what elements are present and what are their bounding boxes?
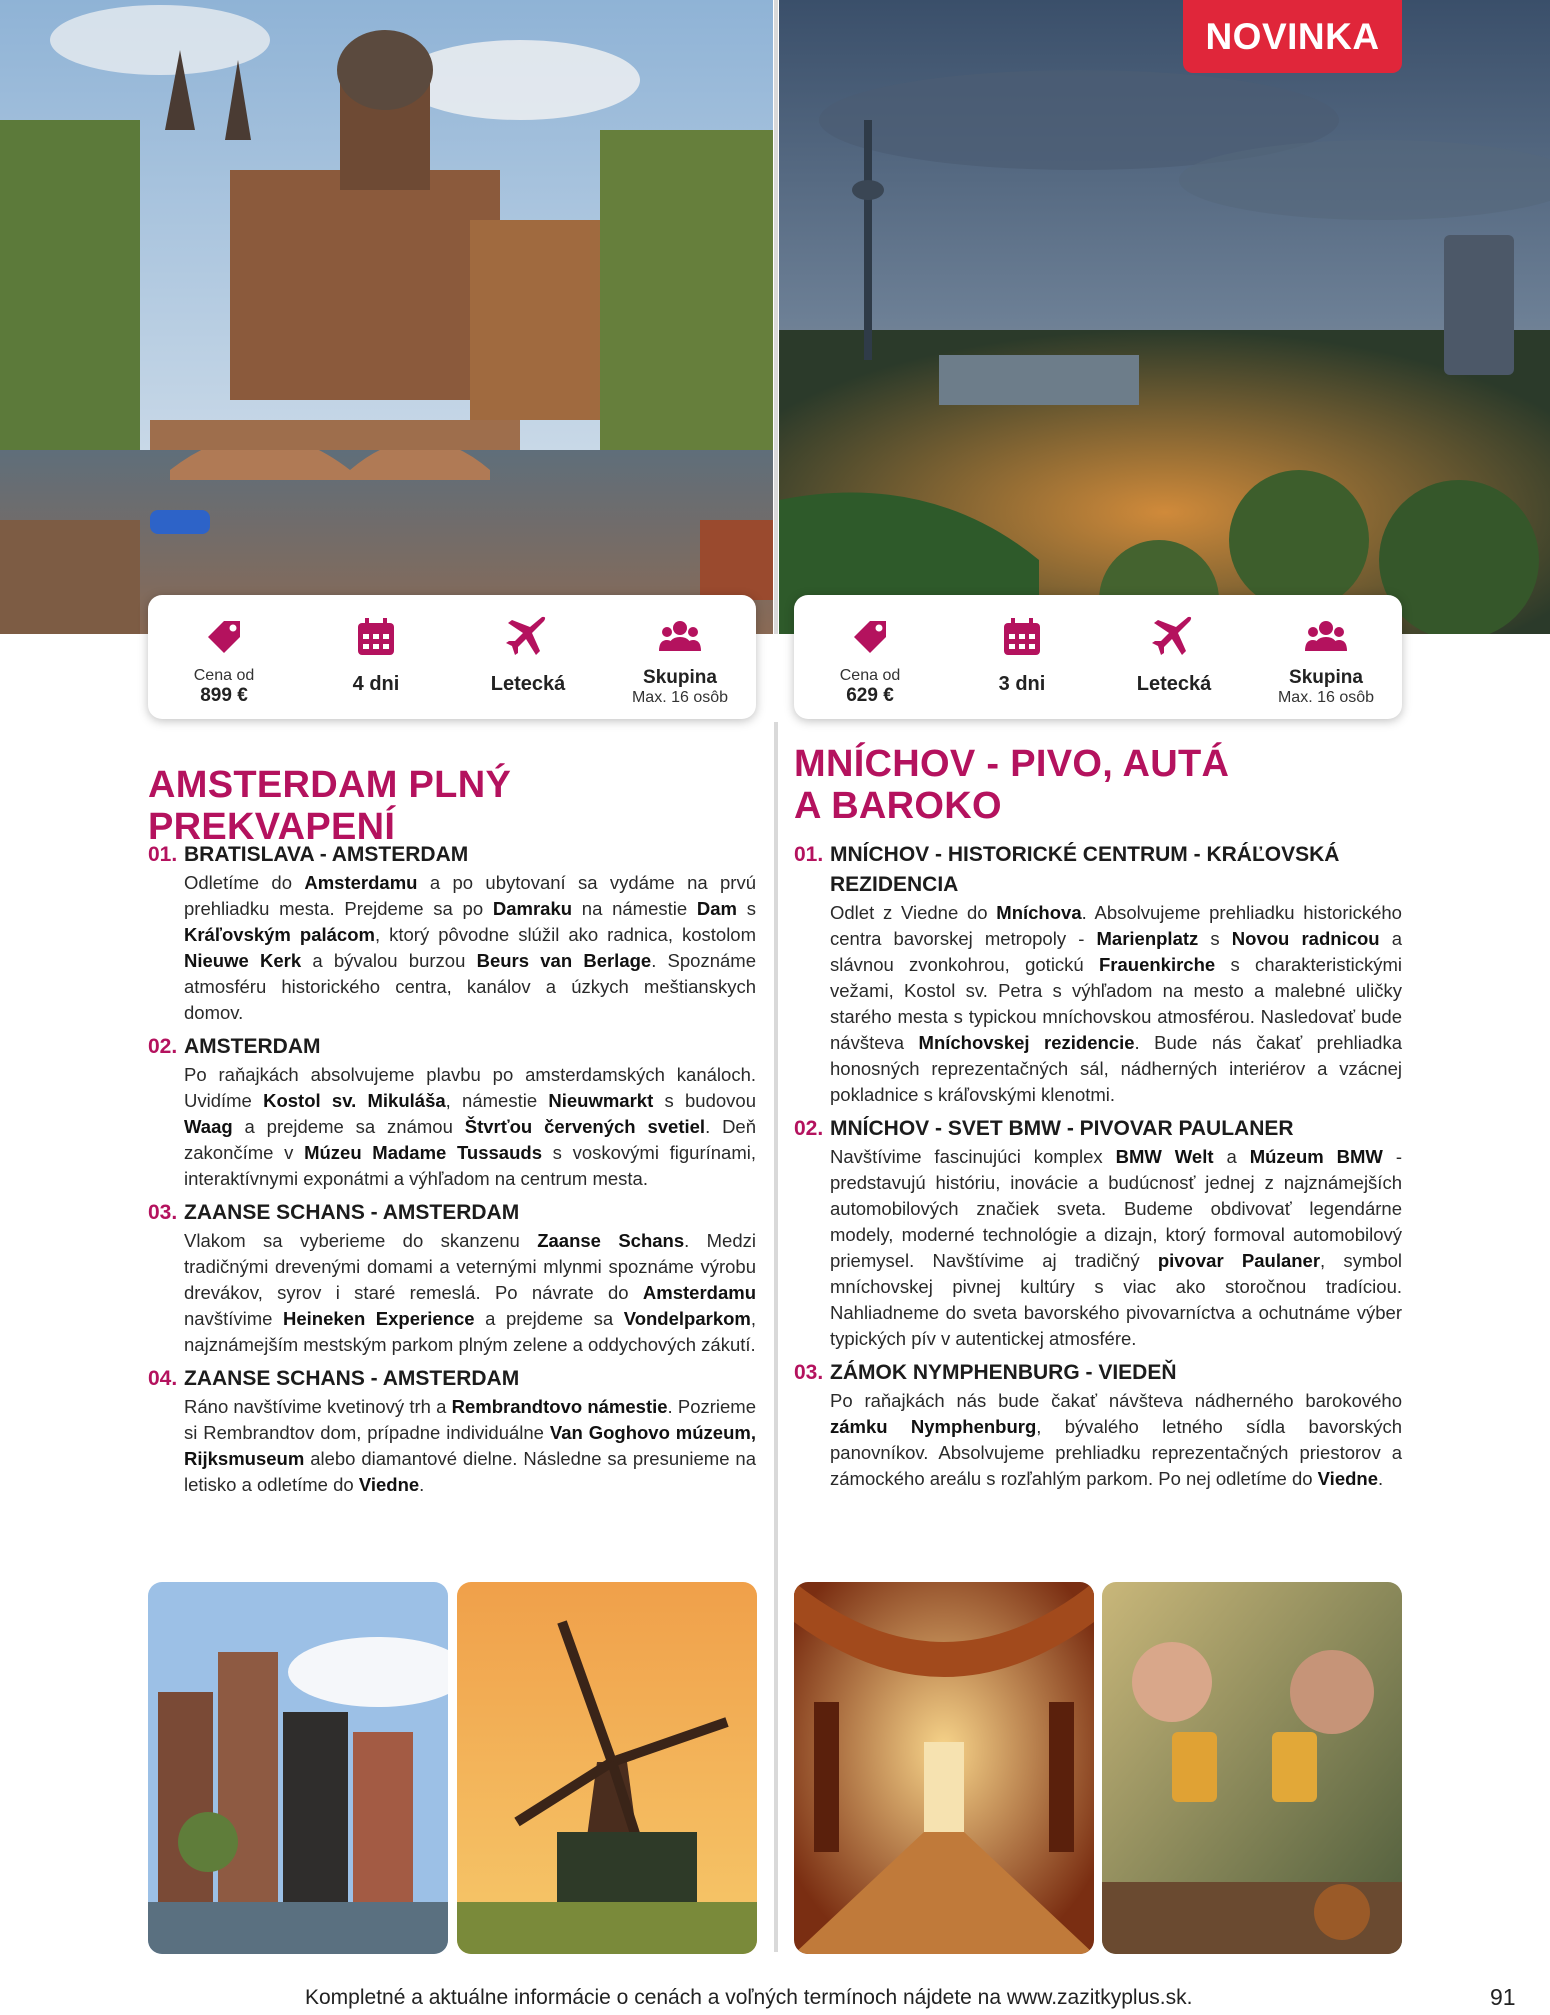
body-text: . Bude nás čakať prehliadka honosných reprezentačných sál, nádherných interiérov a vzácnej pokladnice s kráľovskými klenotmi.: [830, 1032, 1402, 1105]
group-icon: [1304, 615, 1348, 659]
footer-note: Kompletné a aktuálne informácie o cenách a voľných termínoch nájdete na www.zazitkyplus.sk.: [305, 1986, 1193, 2009]
highlight-text: pivovar Paulaner: [1157, 1250, 1321, 1271]
calendar-icon: [354, 615, 398, 659]
group-label: Skupina: [1289, 667, 1363, 688]
price-label: Cena od: [193, 667, 255, 684]
day-heading: [148, 1364, 756, 1394]
column-divider: [774, 722, 778, 1952]
calendar-icon: [1000, 615, 1044, 659]
highlight-text: Zaanse Schans: [537, 1230, 685, 1251]
day-number: 03.: [148, 1201, 178, 1224]
day-title: ZAANSE SCHANS - AMSTERDAM: [184, 1367, 520, 1390]
day-title: BRATISLAVA - AMSTERDAM: [184, 843, 469, 866]
body-text: Odlet z Viedne do: [830, 902, 997, 923]
body-text: - predstavujú históriu, inovácie a budúcnosť jednej z najznámejších automobilových značiek sveta. Budeme obdivovať legendárne modely, moderné technológie a dizajn, ktorý formoval automobilový priemysel. Navštívime aj tradičný: [830, 1146, 1402, 1271]
page-number: 91: [1490, 1984, 1516, 2010]
itinerary-day: [148, 1364, 756, 1498]
day-description: [184, 1062, 756, 1192]
day-title: MNÍCHOV - SVET BMW - PIVOVAR PAULANER: [830, 1117, 1294, 1140]
body-text: . Pozrieme si Rembrandtov dom, prípadne individuálne: [184, 1396, 756, 1443]
highlight-text: Dam: [696, 898, 738, 919]
price-value: 629 €: [846, 685, 894, 706]
day-title: ZAANSE SCHANS - AMSTERDAM: [184, 1201, 520, 1224]
transport-info: [1098, 595, 1250, 719]
amsterdam-houses-photo: [148, 1582, 448, 1954]
body-text: Po raňajkách nás bude čakať návšteva nádherného barokového: [830, 1390, 1402, 1411]
body-text: s: [1198, 928, 1232, 949]
body-text: a slávnou zvonkohrou, gotickú: [830, 928, 1403, 975]
munich-title: [794, 743, 1394, 827]
highlight-text: Frauenkirche: [1099, 954, 1216, 975]
transport-value: Letecká: [1136, 673, 1212, 695]
body-text: , ktorý pôvodne slúžil ako radnica, kostolom: [374, 924, 757, 945]
price-value: 899 €: [200, 685, 248, 706]
body-text: Navštívime fascinujúci komplex: [830, 1146, 1116, 1167]
day-number: 03.: [794, 1361, 824, 1384]
day-title: AMSTERDAM: [184, 1035, 321, 1058]
body-text: . Spoznáme atmosféru historického centra, kanálov a úzkych meštianskych domov.: [184, 950, 756, 1023]
body-text: .: [1378, 1468, 1384, 1489]
price-info: [794, 595, 946, 719]
new-badge: NOVINKA: [1183, 0, 1402, 73]
highlight-text: Múzeum BMW: [1249, 1146, 1383, 1167]
duration-value: 4 dni: [352, 673, 400, 695]
body-text: s budovou: [653, 1090, 756, 1111]
highlight-text: Mníchova: [996, 902, 1082, 923]
munich-title-line2: A BAROKO: [794, 785, 1002, 827]
munich-title-line1: MNÍCHOV - PIVO, AUTÁ: [794, 743, 1230, 785]
highlight-text: Múzeu Madame Tussauds: [304, 1142, 542, 1163]
group-note: Max. 16 osôb: [631, 689, 729, 706]
price-tag-icon: [848, 615, 892, 659]
day-heading: [148, 1032, 756, 1062]
price-info: [148, 595, 300, 719]
body-text: s charakteristickými vežami, Kostol sv. Petra s výhľadom na mesto a malebné uličky starého mesta s typickou mníchovskou atmosférou. Nasledovať bude návšteva: [830, 954, 1402, 1053]
residence-hall-photo: [794, 1582, 1094, 1954]
day-description: [184, 1228, 756, 1358]
highlight-text: Nieuwe Kerk: [184, 950, 302, 971]
beer-toast-photo: [1102, 1582, 1402, 1954]
duration-info: [946, 595, 1098, 719]
day-title: ZÁMOK NYMPHENBURG - VIEDEŇ: [830, 1361, 1177, 1384]
highlight-text: BMW Welt: [1115, 1146, 1214, 1167]
day-heading: [794, 1358, 1402, 1388]
body-text: . Medzi tradičnými drevenými domami a veternými mlynmi spoznáme výrobu drevákov, syrov i staré remeslá. Po návrate do: [184, 1230, 756, 1303]
price-tag-icon: [202, 615, 246, 659]
highlight-text: Kostol sv. Mikuláša: [263, 1090, 446, 1111]
price-label: Cena od: [839, 667, 901, 684]
day-description: [830, 1144, 1402, 1352]
highlight-text: Van Goghovo múzeum, Rijksmuseum: [184, 1422, 756, 1469]
body-text: s: [737, 898, 757, 919]
day-number: 02.: [148, 1035, 178, 1058]
transport-value: Letecká: [490, 673, 566, 695]
highlight-text: Nieuwmarkt: [548, 1090, 654, 1111]
duration-info: [300, 595, 452, 719]
day-heading: [148, 840, 756, 870]
day-number: 04.: [148, 1367, 178, 1390]
body-text: s voskovými figurínami, interaktívnymi exponátmi a výhľadom na centrum mesta.: [184, 1142, 756, 1189]
highlight-text: Marienplatz: [1096, 928, 1199, 949]
airplane-icon: [506, 615, 550, 659]
group-icon: [658, 615, 702, 659]
highlight-text: Novou radnicou: [1231, 928, 1380, 949]
itinerary-day: [148, 1032, 756, 1192]
hero-divider: [774, 0, 778, 634]
airplane-icon: [1152, 615, 1196, 659]
group-info: [1250, 595, 1402, 719]
day-heading: [148, 1198, 756, 1228]
body-text: a prejdeme sa: [474, 1308, 624, 1329]
highlight-text: Viedne: [1317, 1468, 1378, 1489]
body-text: a: [1213, 1146, 1250, 1167]
day-number: 01.: [148, 843, 178, 866]
highlight-text: Vondelparkom: [623, 1308, 751, 1329]
windmill-photo: [457, 1582, 757, 1954]
body-text: .: [419, 1474, 425, 1495]
body-text: a bývalou burzou: [301, 950, 477, 971]
body-text: , bývalého letného sídla bavorských panovníkov. Absolvujeme prehliadku reprezentačných priestorov a zámockého areálu s rozľahlým parkom. Po nej odletíme do: [830, 1416, 1403, 1489]
amsterdam-itinerary: [148, 840, 756, 1504]
itinerary-day: [794, 1358, 1402, 1492]
day-description: [184, 1394, 756, 1498]
highlight-text: Rembrandtovo námestie: [451, 1396, 668, 1417]
body-text: na námestie: [572, 898, 697, 919]
transport-info: [452, 595, 604, 719]
highlight-text: Waag: [184, 1116, 233, 1137]
group-note: Max. 16 osôb: [1277, 689, 1375, 706]
day-description: [830, 900, 1402, 1108]
body-text: . Absolvujeme prehliadku historického centra bavorskej metropoly -: [830, 902, 1402, 949]
body-text: navštívime: [184, 1308, 283, 1329]
highlight-text: Amsterdamu: [304, 872, 418, 893]
itinerary-day: [794, 840, 1402, 1108]
highlight-text: Štvrťou červených svetiel: [464, 1116, 706, 1137]
highlight-text: Kráľovským palácom: [184, 924, 375, 945]
body-text: Vlakom sa vyberieme do skanzenu: [184, 1230, 538, 1251]
day-number: 02.: [794, 1117, 824, 1140]
body-text: Odletíme do: [184, 872, 305, 893]
day-heading: [794, 1114, 1402, 1144]
body-text: alebo diamantové dielne. Následne sa presunieme na letisko a odletíme do: [184, 1448, 756, 1495]
munich-info-bar: [794, 595, 1402, 719]
group-info: [604, 595, 756, 719]
highlight-text: Heineken Experience: [282, 1308, 475, 1329]
munich-hero-photo: [779, 0, 1550, 634]
body-text: a prejdeme sa známou: [232, 1116, 465, 1137]
day-description: [830, 1388, 1402, 1492]
body-text: a po ubytovaní sa vydáme na prvú prehliadku mesta. Prejdeme sa po: [184, 872, 757, 919]
day-number: 01.: [794, 843, 824, 866]
body-text: . Deň zakončíme v: [184, 1116, 757, 1163]
body-text: Ráno navštívime kvetinový trh a: [184, 1396, 452, 1417]
body-text: , symbol mníchovskej pivnej kultúry s viac ako storočnou tradíciou. Nahliadneme do sveta bavorského pivovarníctva a ochutnáme výber typických pív v autentickej atmosfére.: [830, 1250, 1403, 1349]
itinerary-day: [148, 840, 756, 1026]
highlight-text: Beurs van Berlage: [476, 950, 652, 971]
day-title: MNÍCHOV - HISTORICKÉ CENTRUM - KRÁĽOVSKÁ REZIDENCIA: [830, 843, 1340, 896]
highlight-text: zámku Nymphenburg: [830, 1416, 1037, 1437]
body-text: , najznámejším mestským parkom plným zelene a oddychových zákutí.: [184, 1308, 756, 1355]
highlight-text: Viedne: [358, 1474, 420, 1495]
day-description: [184, 870, 756, 1026]
highlight-text: Damraku: [492, 898, 573, 919]
amsterdam-info-bar: [148, 595, 756, 719]
amsterdam-hero-photo: [0, 0, 773, 634]
highlight-text: Mníchovskej rezidencie: [918, 1032, 1135, 1053]
munich-itinerary: [794, 840, 1402, 1498]
highlight-text: Amsterdamu: [642, 1282, 756, 1303]
group-label: Skupina: [643, 667, 717, 688]
day-heading: [794, 840, 1402, 900]
itinerary-day: [794, 1114, 1402, 1352]
body-text: Po raňajkách absolvujeme plavbu po amsterdamských kanáloch. Uvidíme: [184, 1064, 756, 1111]
duration-value: 3 dni: [998, 673, 1046, 695]
itinerary-day: [148, 1198, 756, 1358]
amsterdam-title: AMSTERDAM PLNÝ PREKVAPENÍ: [148, 764, 512, 848]
body-text: , námestie: [445, 1090, 549, 1111]
